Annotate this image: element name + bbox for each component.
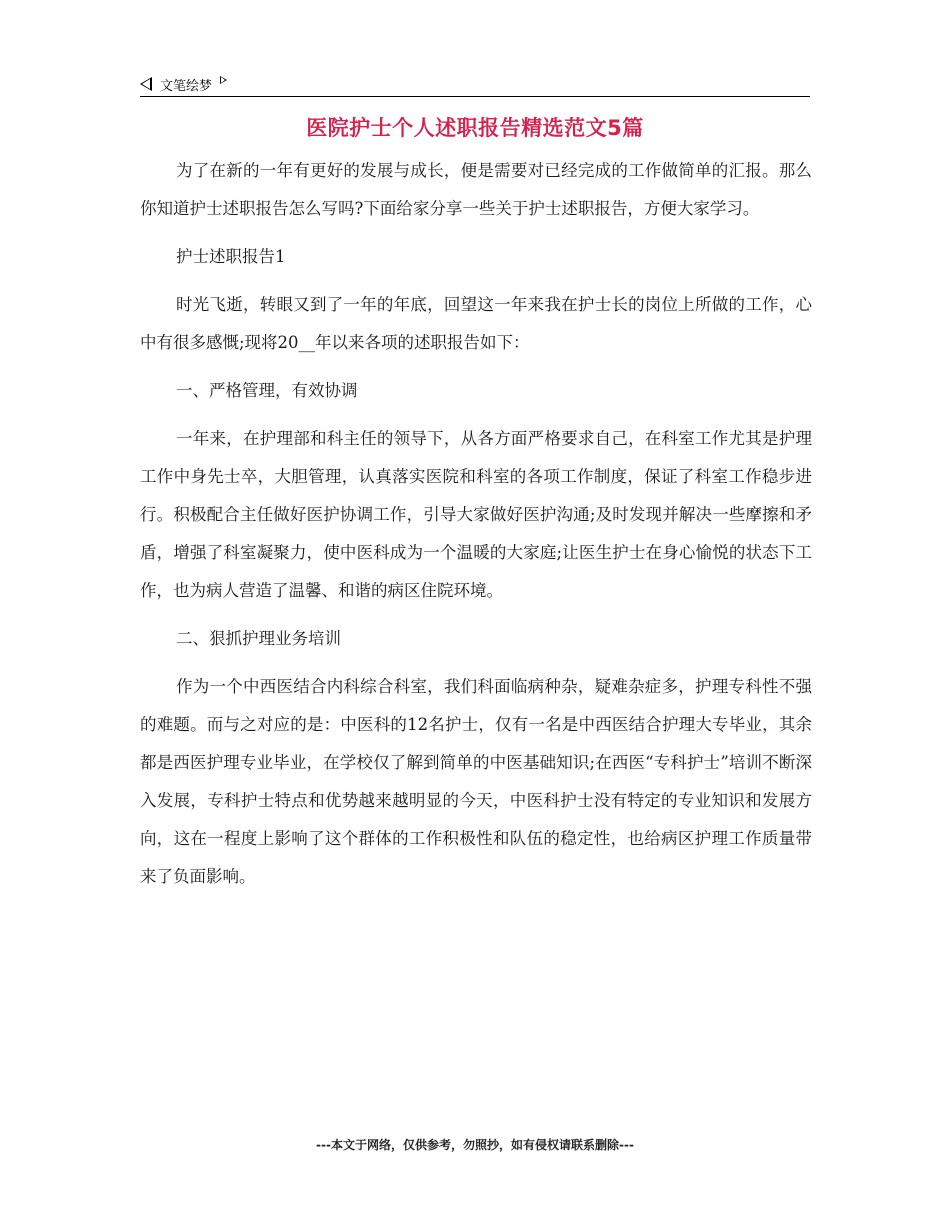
page-header [140, 72, 810, 97]
header-brand: 文笔绘梦 [160, 78, 213, 94]
paragraph: 一年来，在护理部和科主任的领导下，从各方面严格要求自己，在科室工作尤其是护理工作中身先士卒，大胆管理，认真落实医院和科室的各项工作制度，保证了科室工作稳步进行。积极配合主任做好医护协调工作，引导大家做好医护沟通;及时发现并解决一些摩擦和矛盾，增强了科室凝聚力，使中医科成为一个温暖的大家庭;让医生护士在身心愉悦的状态下工作，也为病人营造了温馨、和谐的病区住院环境。 [140, 429, 812, 600]
section-heading: 护士述职报告1 [176, 247, 286, 266]
triangle-left-icon [140, 77, 152, 91]
section-heading: 二、狠抓护理业务培训 [176, 629, 341, 648]
section-heading: 一、严格管理，有效协调 [176, 381, 358, 400]
paragraph-intro: 为了在新的一年有更好的发展与成长，便是需要对已经完成的工作做简单的汇报。那么你知道护士述职报告怎么写吗?下面给家分享一些关于护士述职报告，方便大家学习。 [140, 161, 812, 218]
page-footer: ---本文于网络，仅供参考，勿照抄，如有侵权请联系删除--- [316, 1138, 634, 1152]
paragraph: 时光飞逝，转眼又到了一年的年底，回望这一年来我在护士长的岗位上所做的工作，心中有很多感慨;现将20__年以来各项的述职报告如下： [140, 295, 812, 352]
document-body [140, 152, 812, 906]
triangle-right-icon [220, 76, 227, 84]
document-title: 医院护士个人述职报告精选范文5篇 [306, 116, 644, 140]
paragraph: 作为一个中西医结合内科综合科室，我们科面临病种杂，疑难杂症多，护理专科性不强的难题。而与之对应的是：中医科的12名护士，仅有一名是中西医结合护理大专毕业，其余都是西医护理专业毕业，在学校仅了解到简单的中医基础知识;在西医“专科护士”培训不断深入发展，专科护士特点和优势越来越明显的今天，中医科护士没有特定的专业知识和发展方向，这在一程度上影响了这个群体的工作积极性和队伍的稳定性，也给病区护理工作质量带来了负面影响。 [140, 677, 812, 886]
